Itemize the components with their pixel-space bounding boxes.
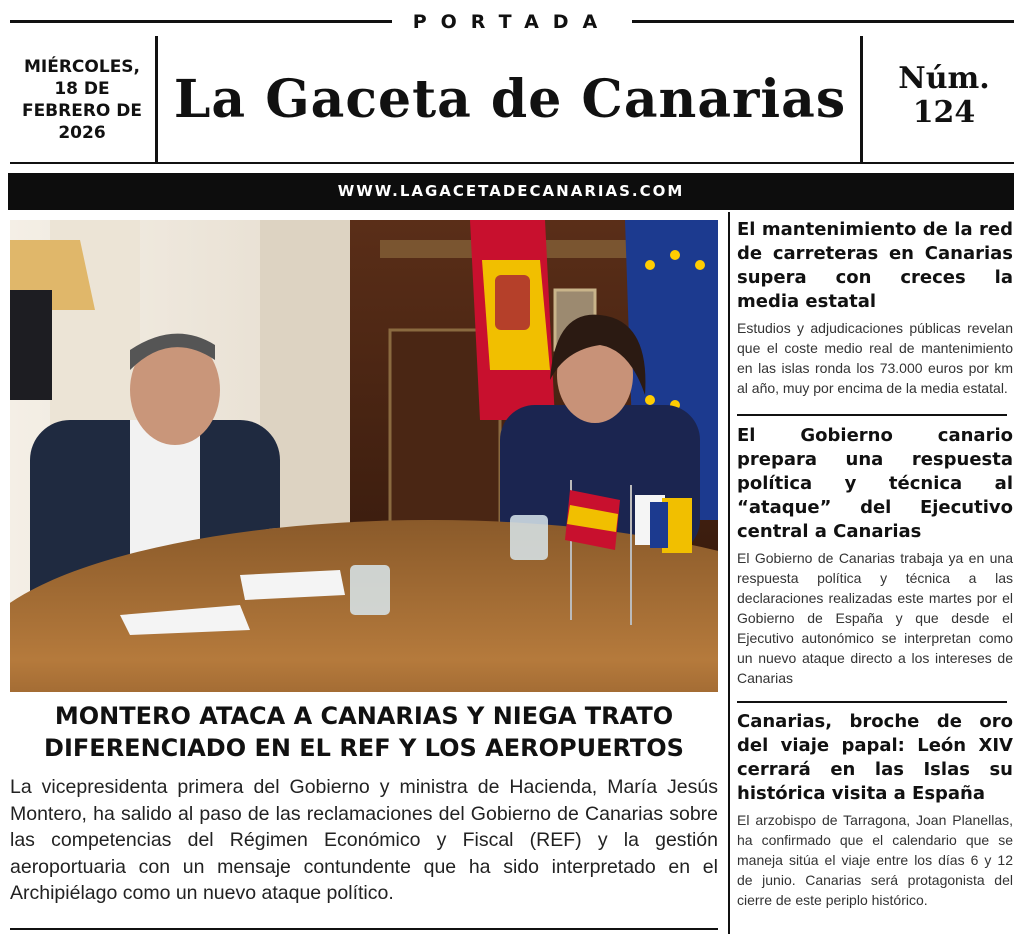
sidebar-story-body: El Gobierno de Canarias trabaja ya en una respuesta política y técnica a las declaraciones realizadas este martes por el Gobierno de España y que desde el Ejecutivo autonómico se interpretan como un nuevo ataque directo a los intereses de Canarias [737, 550, 1013, 686]
lead-photo[interactable] [10, 220, 718, 692]
lead-body: La vicepresidenta primera del Gobierno y ministra de Hacienda, María Jesús Montero, ha salido al paso de las reclamaciones del Gobierno de Canarias sobre las competencias del Régimen Económico y Fiscal (REF) y la gestión aeroportuaria con un mensaje contundente que ha sido interpretado en el Archipiélago como un nuevo ataque político. [10, 776, 718, 904]
newspaper-title[interactable]: La Gaceta de Canarias [173, 69, 847, 130]
sidebar-story-headline[interactable]: El Gobierno canario prepara una respuesta política y técnica al “ataque” del Ejecutivo central a Canarias [737, 425, 1013, 542]
issue-number: 124 [912, 95, 976, 130]
sidebar-story-body: Estudios y adjudicaciones públicas revelan que el coste medio real de mantenimiento en las islas ronda los 73.000 euros por km al año, muy por encima de la media estatal. [737, 320, 1013, 396]
masthead-divider-left [155, 36, 158, 164]
masthead-divider-right [860, 36, 863, 164]
sidebar-story-headline[interactable]: Canarias, broche de oro del viaje papal: León XIV cerrará en las Islas su histórica visita a España [737, 711, 1013, 804]
sidebar-story-1[interactable] [737, 218, 1013, 398]
lead-headline[interactable]: MONTERO ATACA A CANARIAS Y NIEGA TRATO DIFERENCIADO EN EL REF Y LOS AEROPUERTOS [44, 702, 684, 762]
website-url-bar[interactable]: WWW.LAGACETADECANARIAS.COM [8, 173, 1014, 210]
sidebar-divider-1 [737, 414, 1007, 416]
sidebar-story-3[interactable] [737, 710, 1013, 910]
sidebar-story-headline[interactable]: El mantenimiento de la red de carreteras en Canarias supera con creces la media estatal [737, 219, 1013, 312]
issue-date: MIÉRCOLES, 18 DE FEBRERO DE 2026 [21, 57, 143, 143]
column-divider [728, 212, 730, 934]
lead-photo-image [10, 220, 718, 692]
issue-label: Núm. [898, 61, 990, 96]
masthead-rule [10, 162, 1014, 164]
section-label: PORTADA [392, 8, 632, 36]
sidebar-story-body: El arzobispo de Tarragona, Joan Planellas, ha confirmado que el calendario que se maneja sitúa el viaje entre los días 6 y 12 de junio. Canarias será protagonista del cierre de este periplo histórico. [737, 812, 1013, 908]
sidebar-story-2[interactable] [737, 424, 1013, 688]
sidebar-divider-2 [737, 701, 1007, 703]
issue-number-block [870, 62, 1018, 130]
lead-bottom-rule [10, 928, 718, 930]
